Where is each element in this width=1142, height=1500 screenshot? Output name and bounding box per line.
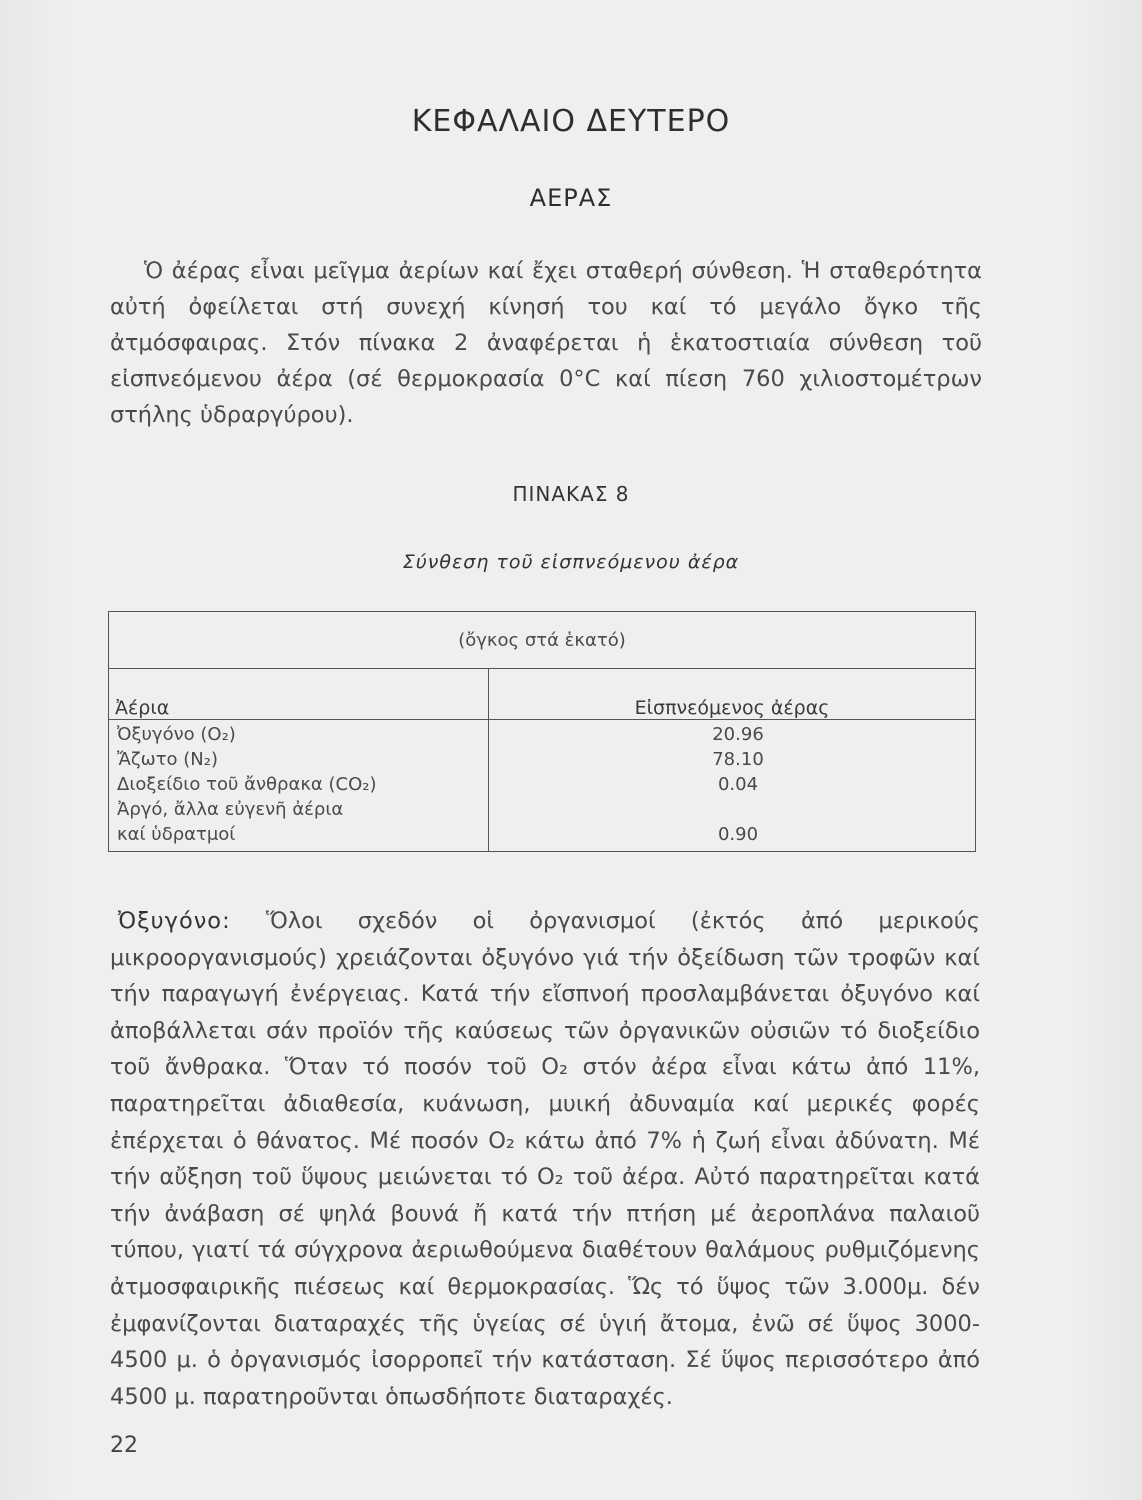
gas-name-continued: καί ὑδρατμοί — [117, 824, 236, 845]
table-header-row — [109, 669, 976, 720]
gas-value: 78.10 — [712, 749, 764, 770]
gas-name: Διοξείδιο τοῦ ἄνθρακα (CO₂) — [117, 774, 377, 795]
table-unit-note: (ὄγκος στά ἑκατό) — [109, 612, 976, 669]
gas-name: Ὀξυγόνο (O₂) — [117, 724, 236, 745]
gas-value: 20.96 — [712, 724, 764, 745]
page-number: 22 — [110, 1433, 138, 1458]
table-caption: Σύνθεση τοῦ εἰσπνεόμενου ἀέρα — [402, 551, 740, 573]
composition-table — [108, 611, 976, 852]
gas-value: 0.04 — [717, 774, 759, 795]
oxygen-paragraph-text: Ὅλοι σχεδόν οἱ ὀργανισμοί (ἐκτός ἀπό μερικούς μικροοργανισμούς) χρειάζονται ὀξυγόνο γιά τήν ὀξείδωση τῶν τροφῶν καί τήν παραγωγή ἐνέργειας. Κατά τήν εἴσπνοή προσλαμβάνεται ὀξυγόνο καί ἀποβάλλεται σάν προϊόν τῆς καύσεως τῶν ὀργανικῶν οὐσιῶν τό διοξείδιο τοῦ ἄνθρακα. Ὅταν τό ποσόν τοῦ O₂ στόν ἀέρα εἶναι κάτω ἀπό 11%, παρατηρεῖται ἀδιαθεσία, κυάνωση, μυική ἀδυναμία καί μερικές φορές ἐπέρχεται ὁ θάνατος. Μέ ποσόν O₂ κάτω ἀπό 7% ἡ ζωή εἶναι ἀδύνατη. Μέ τήν αὔξηση τοῦ ὕψους μειώνεται τό O₂ τοῦ ἀέρα. Αὐτό παρατηρεῖται κατά τήν ἀνάβαση σέ ψηλά βουνά ἤ κατά τήν πτήση μέ ἀεροπλάνα παλαιοῦ τύπου, γιατί τά σύγχρονα ἀεριωθούμενα διαθέτουν θαλάμους ρυθμιζόμενης ἀτμοσφαιρικῆς πιέσεως καί θερμοκρασίας. Ὥς τό ὕψος τῶν 3.000μ. δέν ἐμφανίζονται διαταραχές τῆς ὑγείας σέ ὑγιή ἄτομα, ἐνῶ σέ ὕψος 3000-4500 μ. ὁ ὀργανισμός ἰσορροπεῖ τήν κατάσταση. Σέ ὕψος περισσότερο ἀπό 4500 μ. παρατηροῦνται ὁπωσδήποτε διαταραχές. — [110, 908, 981, 1410]
table-unit-row — [109, 612, 976, 669]
gas-name: Ἄζωτο (N₂) — [117, 749, 219, 770]
section-title: ΑΕΡΑΣ — [529, 184, 613, 212]
gas-column-header: Ἀέρια — [109, 669, 489, 720]
gas-list-cell — [109, 720, 489, 852]
gas-value-spacer — [489, 797, 975, 822]
table-body-row — [109, 720, 976, 852]
value-list-cell — [489, 720, 976, 852]
oxygen-paragraph — [110, 903, 980, 1415]
oxygen-lead-word: Ὀξυγόνο: — [118, 908, 231, 934]
chapter-title: ΚΕΦΑΛΑΙΟ ΔΕΥΤΕΡΟ — [411, 104, 731, 139]
intro-paragraph: Ὁ ἀέρας εἶναι μεῖγμα ἀερίων καί ἔχει σταθερή σύνθεση. Ἡ σταθερότητα αὐτή ὀφείλεται στή συνεχή κίνησή του καί τό μεγάλο ὄγκο τῆς ἀτμόσφαιρας. Στόν πίνακα 2 ἀναφέρεται ἡ ἑκατοστιαία σύνθεση τοῦ εἰσπνεόμενου ἀέρα (σέ θερμοκρασία 0°C καί πίεση 760 χιλιοστομέτρων στήλης ὑδραργύρου). — [110, 258, 982, 428]
gas-name: Ἀργό, ἄλλα εὐγενῆ ἀέρια — [117, 799, 344, 820]
table-label: ΠΙΝΑΚΑΣ 8 — [512, 482, 630, 506]
gas-value: 0.90 — [717, 824, 759, 845]
value-column-header: Εἰσπνεόμενος ἀέρας — [489, 669, 976, 720]
